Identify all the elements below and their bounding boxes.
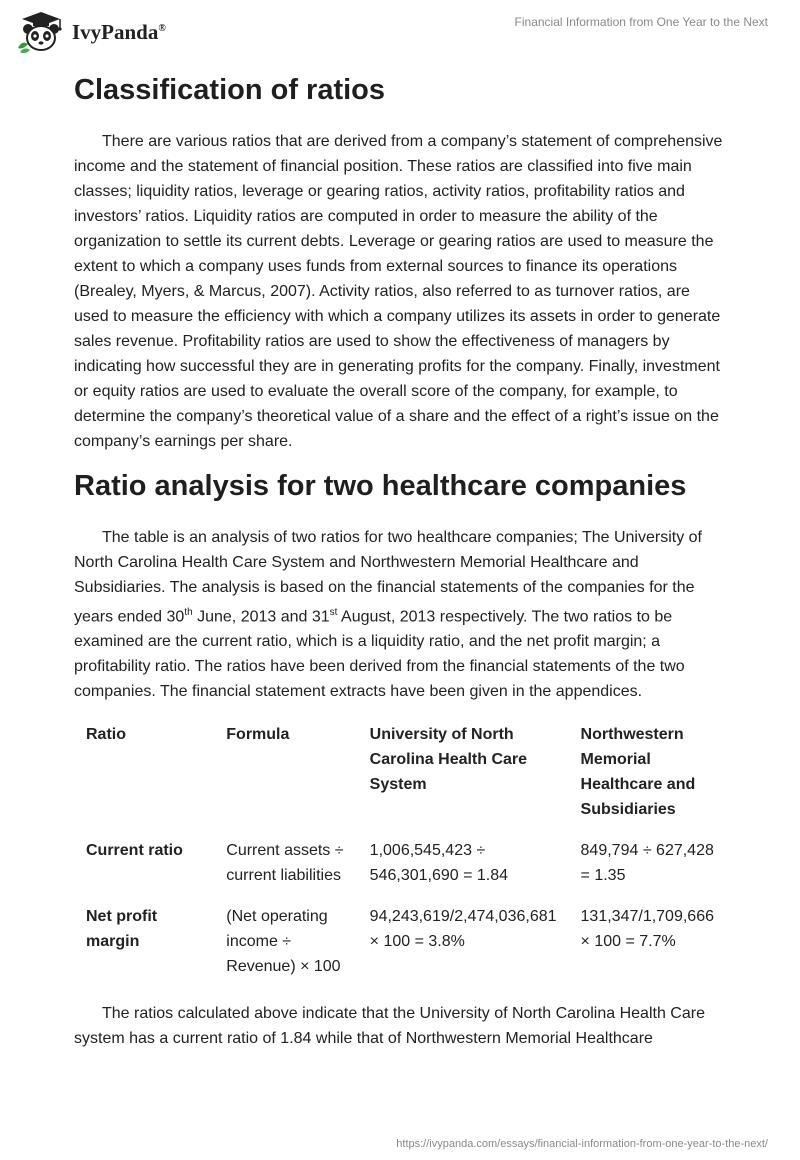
column-header-formula: Formula — [226, 726, 290, 744]
row-label-net-profit-margin: Net profit margin — [86, 908, 158, 951]
column-header-unc: University of North Carolina Health Care System — [369, 726, 528, 794]
column-header-northwestern: Northwestern Memorial Healthcare and Subsidiaries — [580, 726, 696, 819]
paragraph-ratio-analysis: The table is an analysis of two ratios for two healthcare companies; The University of North Carolina Health Care System and Northwestern Memorial Healthcare and Subsidiaries. The analysis is based on the financial statements of the companies for the years ended 30th June, 2013 and 31st August, 2013 respectively. The two ratios to be examined are the current ratio, which is a liquidity ratio, and the net profit margin; a profitability ratio. The ratios have been derived from the financial statements of the two companies. The financial statement extracts have been given in the appendices. — [74, 529, 702, 701]
table-row — [74, 834, 726, 900]
paragraph-conclusion: The ratios calculated above indicate that the University of North Carolina Health Care system has a current ratio of 1.84 while that of Northwestern Memorial Healthcare — [74, 1005, 705, 1048]
brand-name: IvyPanda® — [72, 19, 166, 44]
paragraph-classification: There are various ratios that are derived from a company’s statement of comprehensive income and the statement of financial position. These ratios are classified into five main classes; liquidity ratios, leverage or gearing ratios, activity ratios, profitability ratios and investors’ ratios. Liquidity ratios are computed in order to measure the ability of the organization to settle its current debts. Leverage or gearing ratios are used to measure the extent to which a company uses funds from external sources to finance its operations (Brealey, Myers, & Marcus, 2007). Activity ratios, also referred to as turnover ratios, are used to measure the efficiency with which a company utilizes its assets in order to generate sales revenue. Profitability ratios are used to show the effectiveness of managers by indicating how successful they are in generating profits for the company. Finally, investment or equity ratios are used to evaluate the overall score of the company, for example, to determine the company’s theoretical value of a share and the effect of a right’s issue on the company’s earnings per share. — [74, 133, 723, 450]
brand-logo[interactable] — [14, 10, 166, 54]
cell-formula: Current assets ÷ current liabilities — [226, 842, 344, 885]
page-header — [0, 0, 800, 60]
superscript-st: st — [329, 607, 338, 618]
cell-unc-value: 94,243,619/2,474,036,681 × 100 = 3.8% — [369, 908, 557, 951]
heading-classification: Classification of ratios — [74, 74, 386, 106]
cell-northwestern-value: 849,794 ÷ 627,428 = 1.35 — [580, 842, 714, 885]
row-label-current-ratio: Current ratio — [86, 842, 183, 860]
registered-mark: ® — [158, 22, 166, 34]
document-title: Financial Information from One Year to the Next — [514, 15, 768, 29]
heading-ratio-analysis: Ratio analysis for two healthcare companies — [74, 470, 687, 502]
column-header-ratio: Ratio — [86, 726, 126, 744]
superscript-th: th — [184, 607, 193, 618]
cell-unc-value: 1,006,545,423 ÷ 546,301,690 = 1.84 — [369, 842, 509, 885]
table-header-row — [74, 718, 726, 834]
panda-logo-icon — [14, 10, 68, 54]
ratio-table — [74, 718, 726, 991]
cell-formula: (Net operating income ÷ Revenue) × 100 — [226, 908, 341, 976]
table-row — [74, 900, 726, 991]
article-body — [74, 70, 726, 1051]
cell-northwestern-value: 131,347/1,709,666 × 100 = 7.7% — [580, 908, 714, 951]
footer-url[interactable]: https://ivypanda.com/essays/financial-information-from-one-year-to-the-next/ — [396, 1138, 768, 1150]
